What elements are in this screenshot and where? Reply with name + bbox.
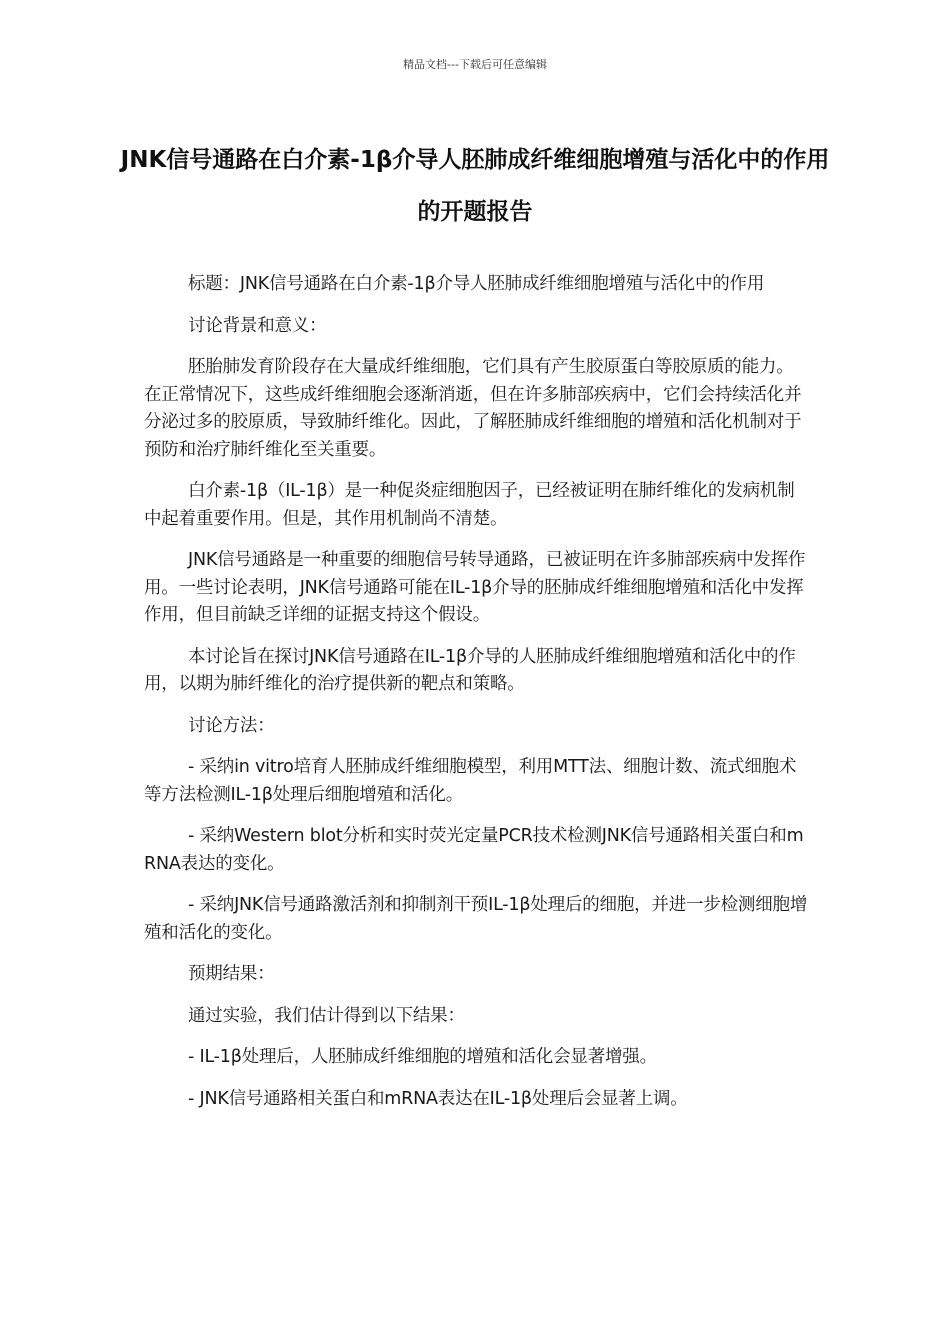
paragraph-background-heading: 讨论背景和意义：: [188, 315, 327, 336]
paragraph-method-2: - 采纳Western blot分析和实时荧光定量PCR技术检测JNK信号通路相关蛋白和mRNA表达的变化。: [144, 826, 804, 874]
paragraph-results-intro: 通过实验，我们估计得到以下结果：: [188, 1005, 465, 1026]
paragraph-result-1: - IL-1β处理后，人胚肺成纤维细胞的增殖和活化会显著增强。: [188, 1047, 657, 1067]
page-header: 精品文档---下载后可任意编辑: [403, 58, 547, 71]
paragraph-method-1: - 采纳in vitro培育人胚肺成纤维细胞模型，利用MTT法、细胞计数、流式细胞术等方法检测IL-1β处理后细胞增殖和活化。: [144, 757, 797, 805]
paragraph-background-3: JNK信号通路是一种重要的细胞信号转导通路，已被证明在许多肺部疾病中发挥作用。一些讨论表明，JNK信号通路可能在IL-1β介导的胚肺成纤维细胞增殖和活化中发挥作用，但目前缺乏详细的证据支持这个假设。: [144, 550, 806, 625]
document-body: [144, 271, 808, 1127]
paragraph-results-heading: 预期结果：: [188, 964, 275, 984]
paragraph-result-2: - JNK信号通路相关蛋白和mRNA表达在IL-1β处理后会显著上调。: [188, 1088, 688, 1109]
document-title: JNK信号通路在白介素-1β介导人胚肺成纤维细胞增殖与活化中的作用的开题报告: [120, 147, 830, 225]
paragraph-background-2: 白介素-1β（IL-1β）是一种促炎症细胞因子，已经被证明在肺纤维化的发病机制中起着重要作用。但是，其作用机制尚不清楚。: [144, 481, 795, 529]
paragraph-background-1: 胚胎肺发育阶段存在大量成纤维细胞，它们具有产生胶原蛋白等胶原质的能力。在正常情况下，这些成纤维细胞会逐渐消逝，但在许多肺部疾病中，它们会持续活化并分泌过多的胶原质，导致肺纤维化。因此，了解胚肺成纤维细胞的增殖和活化机制对于预防和治疗肺纤维化至关重要。: [144, 357, 802, 460]
paragraph-aim: 本讨论旨在探讨JNK信号通路在IL-1β介导的人胚肺成纤维细胞增殖和活化中的作用，以期为肺纤维化的治疗提供新的靶点和策略。: [144, 646, 796, 694]
paragraph-title-line: 标题：JNK信号通路在白介素-1β介导人胚肺成纤维细胞增殖与活化中的作用: [188, 274, 765, 294]
paragraph-method-3: - 采纳JNK信号通路激活剂和抑制剂干预IL-1β处理后的细胞，并进一步检测细胞增殖和活化的变化。: [144, 895, 808, 943]
paragraph-methods-heading: 讨论方法：: [188, 715, 275, 736]
